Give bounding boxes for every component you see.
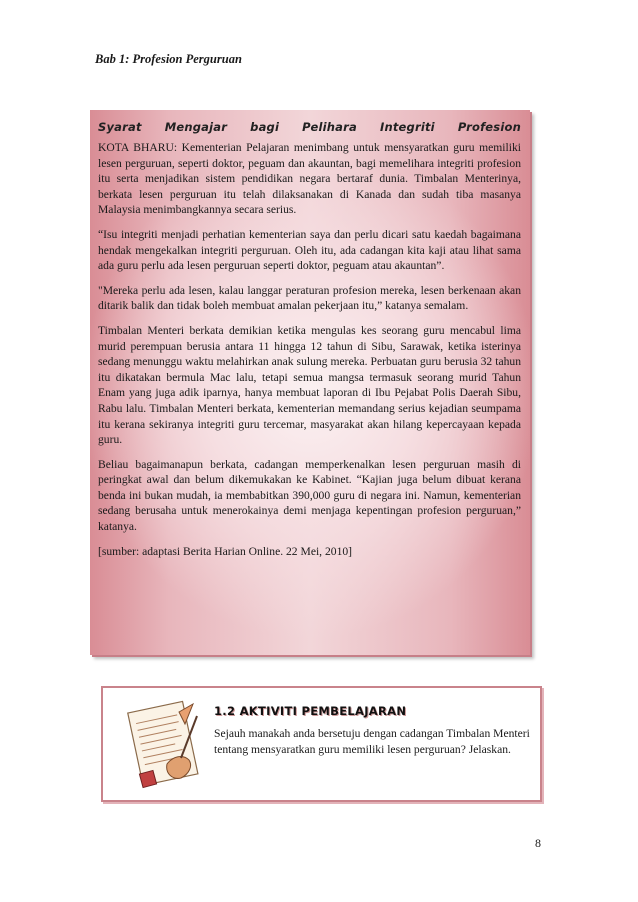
title-word: bagi <box>250 120 280 134</box>
article-box <box>90 110 530 655</box>
article-paragraph: “Isu integriti menjadi perhatian kementerian saya dan perlu dicari satu kaedah bagaimana hendak mengekalkan integriti perguruan. Oleh itu, ada cadangan kita kaji atau lihat sama ada guru perlu ada lesen perguruan seperti doktor, peguam atau akauntan”. <box>98 227 521 273</box>
activity-title: 1.2 AKTIVITI PEMBELAJARAN <box>214 704 407 718</box>
article-source: [sumber: adaptasi Berita Harian Online. 22 Mei, 2010] <box>98 544 353 558</box>
writing-paper-icon <box>121 694 209 794</box>
article-paragraph: Beliau bagaimanapun berkata, cadangan memperkenalkan lesen perguruan masih di peringkat awal dan belum dikemukakan ke Kabinet. “Kajian juga belum dibuat kerana benda ini bukan mudah, ia membabitkan 390,000 guru di negara ini. Namun, kementerian sedang berusaha untuk menerokainya demi menjaga kepentingan profesion perguruan,” katanya. <box>98 457 521 534</box>
activity-question: Sejauh manakah anda bersetuju dengan cadangan Timbalan Menteri tentang mensyaratkan guru memiliki lesen perguruan? Jelaskan. <box>214 727 530 756</box>
article-paragraph: Timbalan Menteri berkata demikian ketika mengulas kes seorang guru mencabul lima murid perempuan berusia antara 11 hingga 12 tahun di Sibu, Sarawak, ketika isterinya sedang menunggu waktu melahirkan anak sulung mereka. Perbuatan guru berusia 32 tahun itu dikatakan bermula Mac lalu, tetapi semua mangsa termasuk seorang murid Tahun Enam yang juga adik iparnya, hanya membuat laporan di Ibu Pejabat Polis Daerah Sibu, Rabu lalu. Timbalan Menteri berkata, kementerian memandang serius kejadian seumpama itu kerana sekiranya integriti guru tercemar, masyarakat akan hilang kepercayaan kepada guru. <box>98 323 521 447</box>
article-paragraph: KOTA BHARU: Kementerian Pelajaran menimbang untuk mensyaratkan guru memiliki lesen perguruan, seperti doktor, peguam dan akauntan, bagi memelihara integriti profesion itu serta menjadikan sistem pendidikan negara bertaraf dunia. Timbalan Menterinya, berkata lesen perguruan itu telah dilaksanakan di Kanada dan sudah tiba masanya Malaysia menimbangkannya secara serius. <box>98 141 521 217</box>
title-word: Pelihara <box>302 120 357 134</box>
title-word: Syarat <box>98 120 142 134</box>
article-paragraph: "Mereka perlu ada lesen, kalau langgar peraturan profesion mereka, lesen berkenaan akan ditarik balik dan tidak boleh membuat amalan pekerjaan itu,” katanya semalam. <box>98 283 521 313</box>
title-word: Profesion <box>457 120 521 134</box>
article-title <box>98 120 521 134</box>
title-word: Integriti <box>379 120 435 134</box>
article-content <box>98 120 521 568</box>
page-number: 8 <box>535 836 541 850</box>
title-word: Mengajar <box>164 120 228 134</box>
chapter-header: Bab 1: Profesion Perguruan <box>95 52 242 66</box>
activity-box <box>101 686 542 802</box>
